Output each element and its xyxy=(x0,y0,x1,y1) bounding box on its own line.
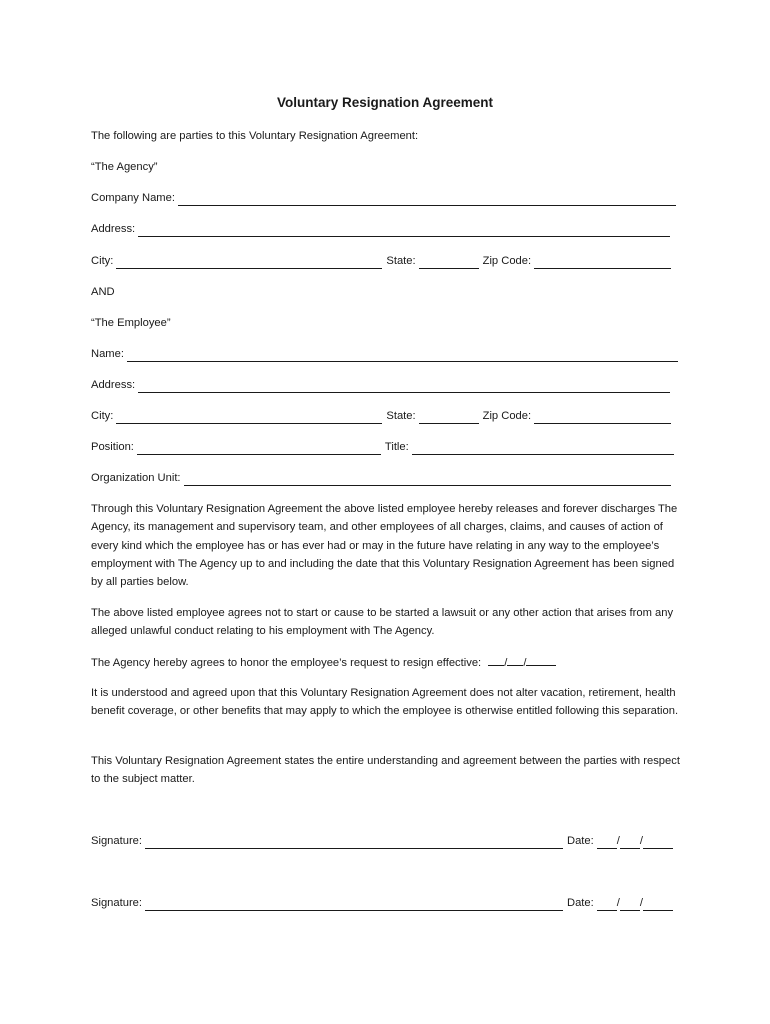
company-name-field[interactable] xyxy=(178,193,676,206)
effective-date-field[interactable] xyxy=(488,657,556,669)
effective-day-blank[interactable] xyxy=(507,653,523,666)
effective-date-text: The Agency hereby agrees to honor the employee’s request to resign effective: xyxy=(91,657,482,669)
agency-company-name-row xyxy=(91,190,676,206)
agency-heading: “The Agency” xyxy=(91,161,158,173)
agency-zip-field[interactable] xyxy=(534,256,671,269)
employee-city-row xyxy=(91,408,671,424)
date-day-blank[interactable] xyxy=(620,898,640,911)
date-slash: / xyxy=(639,897,643,909)
date-year-blank[interactable] xyxy=(643,898,673,911)
employee-zip-field[interactable] xyxy=(534,411,671,424)
signature-field[interactable] xyxy=(145,898,563,911)
agency-address-field[interactable] xyxy=(138,224,670,237)
effective-date-paragraph xyxy=(91,653,681,672)
position-field[interactable] xyxy=(137,442,381,455)
employee-heading: “The Employee” xyxy=(91,317,171,329)
org-unit-field[interactable] xyxy=(184,473,671,486)
company-name-label: Company Name: xyxy=(91,192,175,204)
org-unit-row xyxy=(91,470,671,486)
agency-address-row xyxy=(91,221,670,237)
date-slash: / xyxy=(639,835,643,847)
agency-city-field[interactable] xyxy=(116,256,382,269)
date-slash: / xyxy=(504,657,508,669)
date-day-blank[interactable] xyxy=(620,836,640,849)
signature-label: Signature: xyxy=(91,835,142,847)
employee-zip-label: Zip Code: xyxy=(482,410,532,422)
org-unit-label: Organization Unit: xyxy=(91,472,181,484)
date-slash: / xyxy=(523,657,527,669)
position-label: Position: xyxy=(91,441,134,453)
title-label: Title: xyxy=(384,441,409,453)
employee-city-label: City: xyxy=(91,410,114,422)
agency-state-field[interactable] xyxy=(419,256,479,269)
agency-address-label: Address: xyxy=(91,223,136,235)
lawsuit-paragraph: The above listed employee agrees not to start or cause to be started a lawsuit or any other action that arises from any alleged unlawful conduct relating to his employment with The Agency. xyxy=(91,607,674,638)
employee-address-row xyxy=(91,377,670,393)
agency-state-label: State: xyxy=(386,255,416,267)
date-label: Date: xyxy=(567,897,594,909)
title-field[interactable] xyxy=(412,442,674,455)
intro-text: The following are parties to this Voluntary Resignation Agreement: xyxy=(91,130,419,142)
signature-field[interactable] xyxy=(145,836,563,849)
employee-state-label: State: xyxy=(386,410,416,422)
agency-city-row xyxy=(91,253,671,269)
agency-zip-label: Zip Code: xyxy=(482,255,532,267)
date-month-blank[interactable] xyxy=(597,898,617,911)
benefits-paragraph: It is understood and agreed upon that this Voluntary Resignation Agreement does not alter vacation, retirement, health benefit coverage, or other benefits that may apply to which the employee is otherwise entitled following this separation. xyxy=(91,687,679,718)
effective-month-blank[interactable] xyxy=(488,653,504,666)
signature-row-2 xyxy=(91,895,673,911)
agency-city-label: City: xyxy=(91,255,114,267)
date-label: Date: xyxy=(567,835,594,847)
signature-label: Signature: xyxy=(91,897,142,909)
employee-name-field[interactable] xyxy=(127,349,678,362)
employee-address-label: Address: xyxy=(91,379,136,391)
employee-name-row xyxy=(91,346,678,362)
and-text: AND xyxy=(91,286,115,298)
entire-agreement-paragraph: This Voluntary Resignation Agreement states the entire understanding and agreement between the parties with respect to the subject matter. xyxy=(91,755,680,786)
date-slash: / xyxy=(616,835,620,847)
employee-name-label: Name: xyxy=(91,348,124,360)
document-title: Voluntary Resignation Agreement xyxy=(276,95,494,110)
release-paragraph: Through this Voluntary Resignation Agreement the above listed employee hereby releases and forever discharges The Agency, its management and supervisory team, and other employees of all charges, claims, and causes of action of every kind which the employee has or has ever had or may in the future have relating in any way to the employee’s employment with The Agency up to and including the date that this Voluntary Resignation Agreement has been signed by all parties below. xyxy=(91,503,678,589)
date-month-blank[interactable] xyxy=(597,836,617,849)
date-year-blank[interactable] xyxy=(643,836,673,849)
employee-position-row xyxy=(91,439,674,455)
employee-address-field[interactable] xyxy=(138,380,670,393)
effective-year-blank[interactable] xyxy=(526,653,556,666)
signature-row-1 xyxy=(91,833,673,849)
employee-state-field[interactable] xyxy=(419,411,479,424)
employee-city-field[interactable] xyxy=(116,411,382,424)
date-slash: / xyxy=(616,897,620,909)
